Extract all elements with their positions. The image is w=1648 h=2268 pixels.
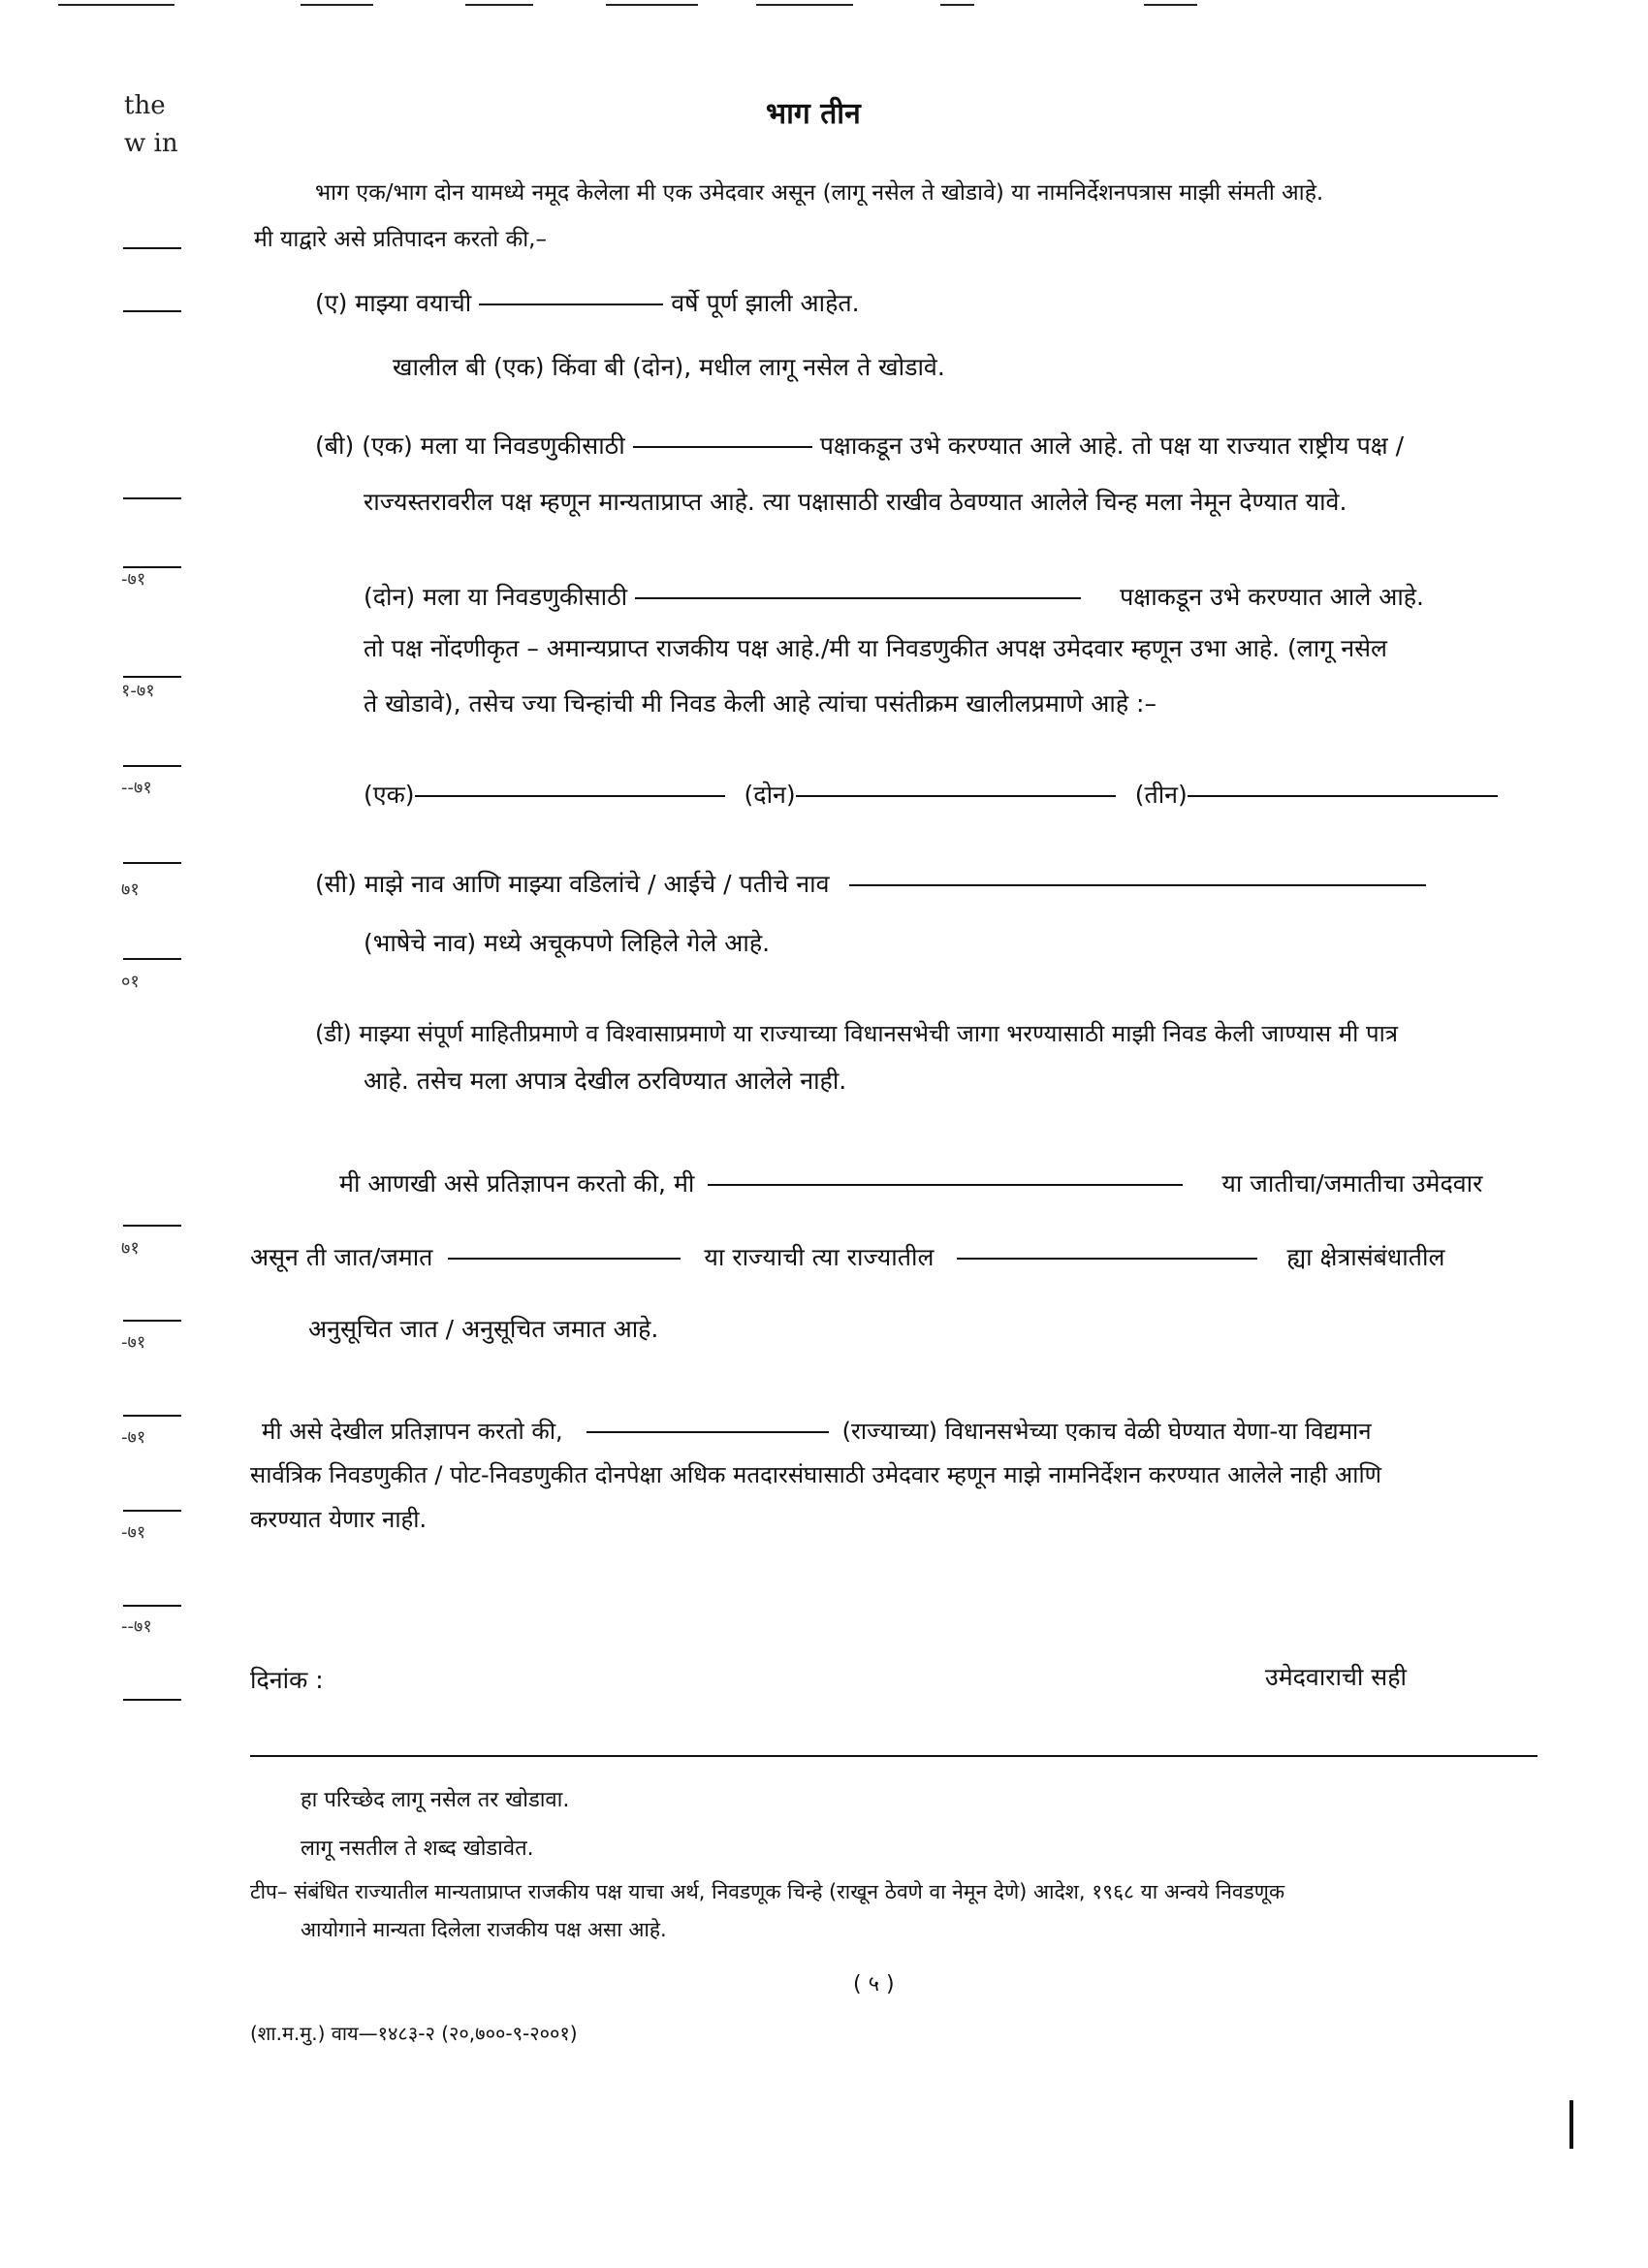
clause-a-prefix: (ए) माझ्या वयाची — [315, 289, 472, 317]
scan-artifact — [606, 4, 698, 6]
caste-group-blank[interactable] — [448, 1258, 681, 1260]
margin-note: --७१ — [121, 1616, 152, 1637]
caste-line-3: अनुसूचित जात / अनुसूचित जमात आहे. — [308, 1315, 659, 1343]
clause-b2-line-3: ते खोडावे), तसेच ज्या चिन्हांची मी निवड केली आहे त्यांचा पसंतीक्रम खालीलप्रमाणे आहे :– — [364, 689, 1157, 718]
clause-a-suffix: वर्षे पूर्ण झाली आहेत. — [671, 289, 860, 317]
area-blank[interactable] — [957, 1258, 1257, 1260]
party-blank-2[interactable] — [635, 597, 1081, 599]
scan-edge-mark — [1569, 2100, 1573, 2149]
scan-artifact — [465, 4, 533, 6]
caste-line-1-prefix: मी आणखी असे प्रतिज्ञापन करतो की, मी — [339, 1169, 695, 1198]
symbol-choice-2-blank[interactable] — [796, 795, 1116, 797]
margin-note: ७१ — [121, 1238, 140, 1259]
clause-d-line-2: आहे. तसेच मला अपात्र देखील ठरविण्यात आलेले नाही. — [364, 1067, 847, 1095]
caste-blank[interactable] — [708, 1184, 1183, 1186]
caste-line-2 — [250, 1243, 1444, 1272]
clause-b1-suffix: पक्षाकडून उभे करण्यात आले आहे. तो पक्ष या राज्यात राष्ट्रीय पक्ष / — [819, 431, 1405, 460]
clause-b2 — [364, 583, 1424, 612]
scan-artifact — [58, 4, 174, 6]
clause-b2-line-2: तो पक्ष नोंदणीकृत – अमान्यप्राप्त राजकीय पक्ष आहे./मी या निवडणुकीत अपक्ष उमेदवार म्हणून उभा आहे. (लागू नसेल — [364, 634, 1387, 662]
margin-line — [123, 958, 181, 960]
margin-line — [123, 310, 181, 312]
margin-line — [123, 1415, 181, 1417]
clause-b1-prefix: (बी) (एक) मला या निवडणुकीसाठी — [315, 431, 625, 460]
intro-line-2: मी याद्वारे असे प्रतिपादन करतो की,– — [254, 227, 547, 252]
symbol-choice-3-blank[interactable] — [1188, 795, 1498, 797]
caste-line-1-suffix: या जातीचा/जमातीचा उमेदवार — [1221, 1169, 1483, 1198]
margin-line — [123, 247, 181, 249]
state-blank[interactable] — [586, 1431, 829, 1433]
margin-line — [123, 765, 181, 767]
constituency-line-1 — [262, 1417, 1372, 1446]
clause-c — [315, 870, 1434, 899]
page-number: ( ५ ) — [853, 1972, 895, 1996]
constituency-line-3: करण्यात येणार नाही. — [250, 1506, 428, 1533]
age-blank[interactable] — [479, 303, 663, 305]
name-blank[interactable] — [849, 884, 1426, 886]
clause-a — [315, 289, 860, 318]
margin-line — [123, 1510, 181, 1512]
caste-line-2-b: या राज्याची त्या राज्यातील — [704, 1243, 935, 1271]
note-line-1: टीप– संबंधित राज्यातील मान्यताप्राप्त राजकीय पक्ष याचा अर्थ, निवडणूक चिन्हे (राखून ठेवणे वा नेमून देणे) आदेश, १९६८ या अन्वये निवडणूक — [250, 1880, 1285, 1903]
margin-note: --७१ — [121, 778, 152, 798]
clause-c-line-2: (भाषेचे नाव) मध्ये अचूकपणे लिहिले गेले आहे. — [364, 929, 771, 957]
margin-fragment: the — [124, 91, 166, 120]
margin-line — [123, 497, 181, 499]
date-label: दिनांक : — [250, 1666, 324, 1694]
footnote-1: हा परिच्छेद लागू नसेल तर खोडावा. — [301, 1788, 570, 1812]
symbol-choice-1-label: (एक) — [364, 781, 415, 809]
caste-line-2-c: ह्या क्षेत्रासंबंधातील — [1286, 1243, 1445, 1271]
clause-d-line-1: (डी) माझ्या संपूर्ण माहितीप्रमाणे व विश्वासाप्रमाणे या राज्याच्या विधानसभेची जागा भरण्यासाठी माझी निवड केली जाण्यास मी पात्र — [315, 1020, 1399, 1047]
margin-note: -७१ — [121, 1427, 146, 1448]
margin-line — [123, 1225, 181, 1227]
scan-artifact — [940, 4, 974, 6]
symbol-choice-2-label: (दोन) — [744, 781, 796, 809]
party-blank-1[interactable] — [633, 446, 812, 448]
margin-line — [123, 1320, 181, 1322]
margin-note: -७१ — [121, 1522, 146, 1543]
note-line-2: आयोगाने मान्यता दिलेला राजकीय पक्ष असा आहे. — [301, 1918, 667, 1941]
scan-artifact — [1144, 4, 1197, 6]
clause-b1 — [315, 431, 1404, 461]
clause-b2-prefix: (दोन) मला या निवडणुकीसाठी — [364, 583, 628, 611]
symbol-choice-1-blank[interactable] — [415, 795, 725, 797]
caste-line-2-a: असून ती जात/जमात — [250, 1243, 433, 1271]
margin-line — [123, 676, 181, 678]
constituency-line-1-prefix: मी असे देखील प्रतिज्ञापन करतो की, — [262, 1418, 563, 1445]
constituency-line-1-suffix: (राज्याच्या) विधानसभेच्या एकाच वेळी घेण्यात येणा-या विद्यमान — [841, 1418, 1372, 1445]
clause-c-prefix: (सी) माझे नाव आणि माझ्या वडिलांचे / आईचे / पतीचे नाव — [315, 870, 830, 898]
constituency-line-2: सार्वत्रिक निवडणुकीत / पोट-निवडणुकीत दोनपेक्षा अधिक मतदारसंघासाठी उमेदवार म्हणून माझे नामनिर्देशन करण्यात आलेले नाही आणि — [250, 1461, 1382, 1488]
scan-artifact — [301, 4, 373, 6]
page-title: भाग तीन — [766, 97, 861, 131]
margin-fragment: w in — [124, 129, 178, 158]
margin-note: -७१ — [121, 569, 146, 590]
margin-line — [123, 1699, 181, 1701]
strike-note: खालील बी (एक) किंवा बी (दोन), मधील लागू नसेल ते खोडावे. — [393, 353, 945, 381]
caste-line-1 — [339, 1169, 1482, 1198]
symbol-choices — [364, 781, 1505, 810]
clause-b2-suffix: पक्षाकडून उभे करण्यात आले आहे. — [1120, 583, 1424, 611]
margin-note: ७१ — [121, 879, 140, 900]
margin-line — [123, 862, 181, 864]
footnote-separator — [250, 1755, 1537, 1757]
margin-line — [123, 1605, 181, 1607]
clause-b1-line-2: राज्यस्तरावरील पक्ष म्हणून मान्यताप्राप्त आहे. त्या पक्षासाठी राखीव ठेवण्यात आलेले चिन्ह मला नेमून देण्यात यावे. — [364, 488, 1347, 516]
margin-note: -७१ — [121, 1332, 146, 1353]
printer-code: (शा.म.मु.) वाय—१४८३-२ (२०,७००-९-२००१) — [250, 2022, 578, 2045]
signature-label: उमेदवाराची सही — [1265, 1663, 1407, 1691]
margin-note: ०१ — [121, 972, 140, 992]
scan-artifact — [756, 4, 853, 6]
footnote-2: लागू नसतील ते शब्द खोडावेत. — [301, 1837, 534, 1861]
symbol-choice-3-label: (तीन) — [1134, 781, 1188, 809]
intro-line-1: भाग एक/भाग दोन यामध्ये नमूद केलेला मी एक उमेदवार असून (लागू नसेल ते खोडावे) या नामनिर्देशनपत्रास माझी संमती आहे. — [315, 180, 1324, 206]
margin-note: १-७१ — [121, 681, 155, 701]
